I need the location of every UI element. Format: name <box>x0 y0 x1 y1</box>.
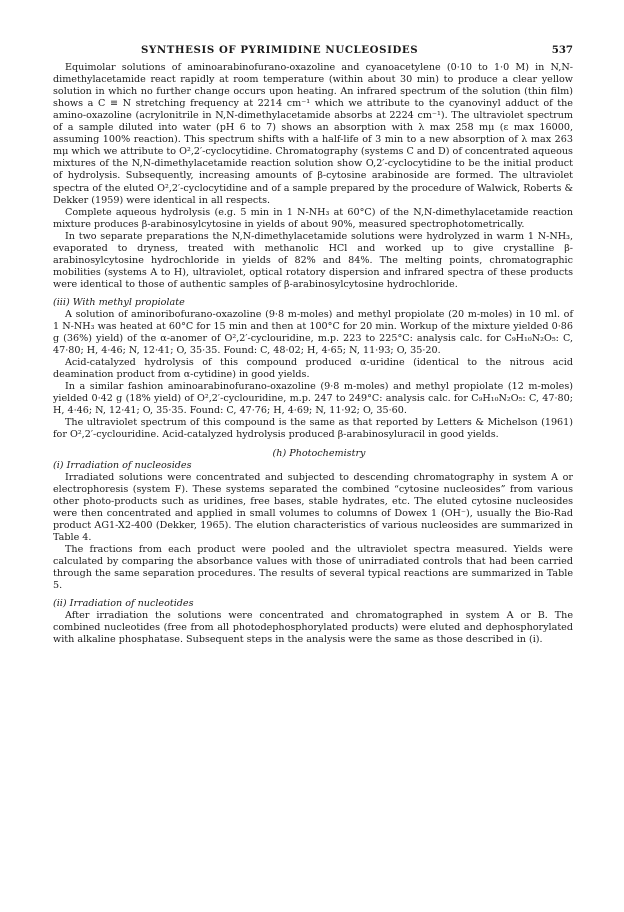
paragraph-aminoribofurano-reaction: A solution of aminoribofurano-oxazoline (9·8 m-moles) and methyl propiolate (20 m-moles) in 10 ml. of 1 N-NH₃ was heated at 60°C for 15 min and then at 100°C for 20 min. Workup of the mixture yielded 0·86 g (36%) yield) of the α-anomer of O²,2′-cyclouridine, m.p. 223 to 225°C: analysis calc. for C₉H₁₀N₂O₅: C, 47·80; H, 4·46; N, 12·41; O, 35·35. Found: C, 48·02; H, 4·65; N, 11·93; O, 35·20. <box>53 308 573 357</box>
running-title: SYNTHESIS OF PYRIMIDINE NUCLEOSIDES <box>141 44 419 56</box>
paragraph-cyanoacetylene-reaction: Equimolar solutions of aminoarabinofurano-oxazoline and cyanoacetylene (0·10 to 1·0 M) in N,N-dimethylacetamide react rapidly at room temperature (within about 30 min) to produce a clear yellow solution in which no further change occurs upon heating. An infrared spectrum of the solution (thin film) shows a C ≡ N stretching frequency at 2214 cm⁻¹ which we attribute to the cyanovinyl adduct of the amino-oxazoline (acrylonitrile in N,N-dimethylacetamide absorbs at 2224 cm⁻¹). The ultraviolet spectrum of a sample diluted into water (pH 6 to 7) shows an absorption with λ max 258 mμ (ε max 16000, assuming 100% reaction). This spectrum shifts with a half-life of 3 min to a new absorption of λ max 263 mμ which we attribute to O²,2′-cyclocytidine. Chromatography (systems C and D) of concentrated aqueous mixtures of the N,N-dimethylacetamide reaction solution show O,2′-cyclocytidine to be the initial product of hydrolysis. Subsequently, increasing amounts of β-cytosine arabinoside are formed. The ultraviolet spectra of the eluted O²,2′-cyclocytidine and of a sample prepared by the procedure of Walwick, Roberts & Dekker (1959) were identical in all respects. <box>53 62 573 206</box>
paragraph-acid-hydrolysis-alpha: Acid-catalyzed hydrolysis of this compound produced α-uridine (identical to the nitrous acid deamination product from α-cytidine) in good yields. <box>53 357 573 381</box>
subheading-methyl-propiolate <box>53 297 573 309</box>
paragraph-separate-preparations: In two separate preparations the N,N-dimethylacetamide solutions were hydrolyzed in warm 1 N-NH₃, evaporated to dryness, treated with methanolic HCl and worked up to give crystalline β-arabinosylcytosine hydrochloride in yields of 82% and 84%. The melting points, chromatographic mobilities (systems A to H), ultraviolet, optical rotatory dispersion and infrared spectra of these products were identical to those of authentic samples of β-arabinosylcytosine hydrochloride. <box>53 230 573 290</box>
section-heading-photochemistry <box>53 448 573 460</box>
subheading-irradiation-nucleosides <box>53 460 573 472</box>
subheading-irradiation-nucleotides <box>53 598 573 610</box>
subheading-text: (iii) With methyl propiolate <box>53 296 185 308</box>
paragraph-aminoarabinofurano-propiolate: In a similar fashion aminoarabinofurano-oxazoline (9·8 m-moles) and methyl propiolate (12 m-moles) yielded 0·42 g (18% yield) of O²,2′-cyclouridine, m.p. 247 to 249°C: analysis calc. for C₉H₁₀N₂O₅: C, 47·80; H, 4·46; N, 12·41; O, 35·35. Found: C, 47·76; H, 4·69; N, 11·92; O, 35·60. <box>53 381 573 417</box>
paragraph-aqueous-hydrolysis: Complete aqueous hydrolysis (e.g. 5 min in 1 N-NH₃ at 60°C) of the N,N-dimethylacetamide reaction mixture produces β-arabinosylcytosine in yields of about 90%, measured spectrophotometrically. <box>53 206 573 230</box>
page-number: 537 <box>551 44 573 56</box>
paragraph-nucleotide-analysis: After irradiation the solutions were concentrated and chromatographed in system A or B. The combined nucleotides (free from all photodephosphorylated products) were eluted and dephosphorylated with alkaline phosphatase. Subsequent steps in the analysis were the same as those described in (i). <box>53 610 573 646</box>
subheading-text: (ii) Irradiation of nucleotides <box>53 598 194 610</box>
running-header <box>141 44 573 56</box>
subheading-text: (i) Irradiation of nucleosides <box>53 459 192 471</box>
paragraph-fractions-pooled: The fractions from each product were pooled and the ultraviolet spectra measured. Yields were calculated by comparing the absorbance values with those of unirradiated controls that had been carried through the same separation procedures. The results of several typical reactions are summarized in Table 5. <box>53 543 573 592</box>
section-heading-text: (h) Photochemistry <box>272 447 366 459</box>
paragraph-irradiated-solutions: Irradiated solutions were concentrated and subjected to descending chromatography in system A or electrophoresis (system F). These systems separated the combined “cytosine nucleosides” from various other photo-products such as uridines, free bases, stable hydrates, etc. The eluted cytosine nucleosides were then concentrated and applied in small volumes to columns of Dowex 1 (OH⁻), usually the Bio-Rad product AG1-X2-400 (Dekker, 1965). The elution characteristics of various nucleosides are summarized in Table 4. <box>53 471 573 543</box>
paragraph-uv-spectrum-cyclouridine: The ultraviolet spectrum of this compound is the same as that reported by Letters & Michelson (1961) for O²,2′-cyclouridine. Acid-catalyzed hydrolysis produced β-arabinosyluracil in good yields. <box>53 417 573 441</box>
